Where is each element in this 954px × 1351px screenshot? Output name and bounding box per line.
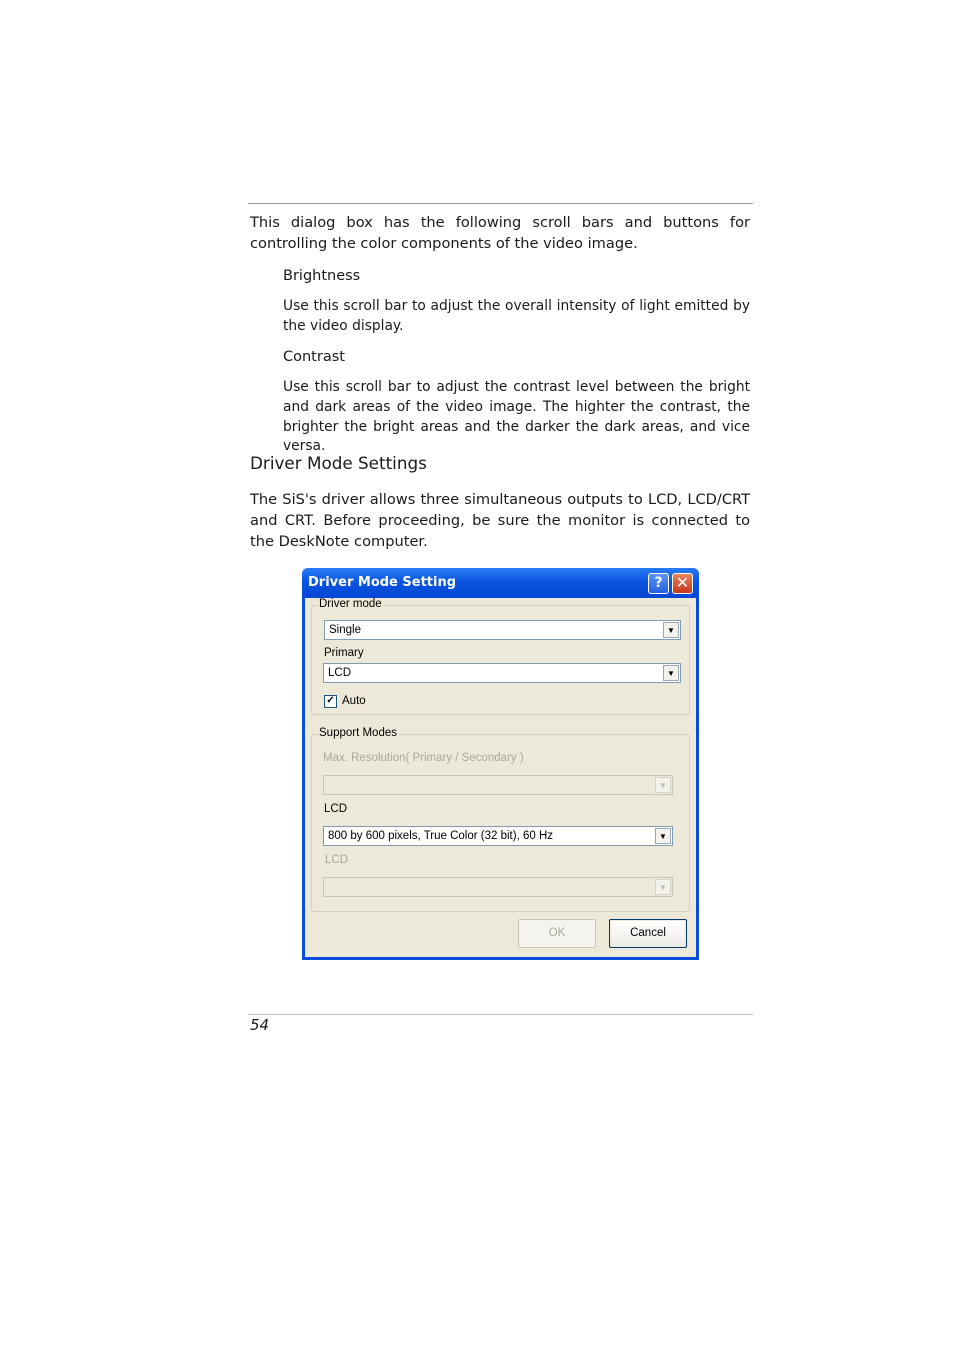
- cancel-button[interactable]: Cancel: [609, 919, 687, 948]
- chevron-down-icon[interactable]: ▼: [663, 622, 679, 638]
- chevron-down-icon: ▼: [655, 777, 671, 793]
- driver-mode-dialog: [302, 568, 699, 960]
- top-rule: [248, 203, 753, 204]
- auto-label[interactable]: Auto: [342, 695, 366, 707]
- max-resolution-select: [323, 775, 673, 795]
- driver-mode-group: [311, 598, 690, 715]
- section-heading: Driver Mode Settings: [250, 453, 427, 473]
- close-button[interactable]: [672, 573, 693, 594]
- primary-label: Primary: [324, 647, 364, 659]
- dialog-client-area: [305, 598, 696, 957]
- max-resolution-label: Max. Resolution( Primary / Secondary ): [323, 752, 524, 764]
- lcd-label: LCD: [324, 803, 348, 815]
- brightness-description: Use this scroll bar to adjust the overall intensity of light emitted by the video display.: [283, 298, 750, 334]
- ok-button: OK: [518, 919, 596, 948]
- driver-mode-value: Single: [329, 624, 361, 636]
- driver-mode-legend: Driver mode: [319, 598, 382, 610]
- checkmark-icon: ✓: [326, 695, 335, 706]
- lcd-resolution-select[interactable]: [323, 826, 673, 846]
- secondary-lcd-select: [323, 877, 673, 897]
- brightness-heading: Brightness: [283, 268, 361, 284]
- support-modes-legend: Support Modes: [319, 727, 397, 739]
- page-number: 54: [250, 1016, 270, 1034]
- primary-select[interactable]: [323, 663, 681, 683]
- driver-mode-select[interactable]: [324, 620, 681, 640]
- dialog-title: Driver Mode Setting: [308, 575, 457, 590]
- help-button[interactable]: [648, 573, 669, 594]
- lcd-resolution-value: 800 by 600 pixels, True Color (32 bit), 60 Hz: [328, 830, 554, 842]
- help-icon: ?: [654, 575, 663, 591]
- auto-checkbox[interactable]: [324, 695, 337, 708]
- contrast-description: Use this scroll bar to adjust the contrast level between the bright and dark areas of the video image. The highter the contrast, the brighter the bright areas and the darker the dark areas, and vice versa.: [283, 379, 750, 455]
- secondary-lcd-label: LCD: [325, 854, 349, 866]
- contrast-heading: Contrast: [283, 349, 345, 365]
- close-icon: ✕: [675, 573, 690, 592]
- intro-paragraph: This dialog box has the following scroll bars and buttons for controlling the color components of the video image.: [250, 214, 750, 252]
- support-modes-group: [311, 727, 690, 912]
- chevron-down-icon[interactable]: ▼: [655, 828, 671, 844]
- primary-value: LCD: [328, 667, 352, 679]
- dialog-titlebar[interactable]: [302, 568, 699, 598]
- chevron-down-icon: ▼: [655, 879, 671, 895]
- chevron-down-icon[interactable]: ▼: [663, 665, 679, 681]
- bottom-rule: [248, 1014, 753, 1015]
- section-paragraph: The SiS's driver allows three simultaneous outputs to LCD, LCD/CRT and CRT. Before proceeding, be sure the monitor is connected to the DeskNote computer.: [250, 491, 750, 550]
